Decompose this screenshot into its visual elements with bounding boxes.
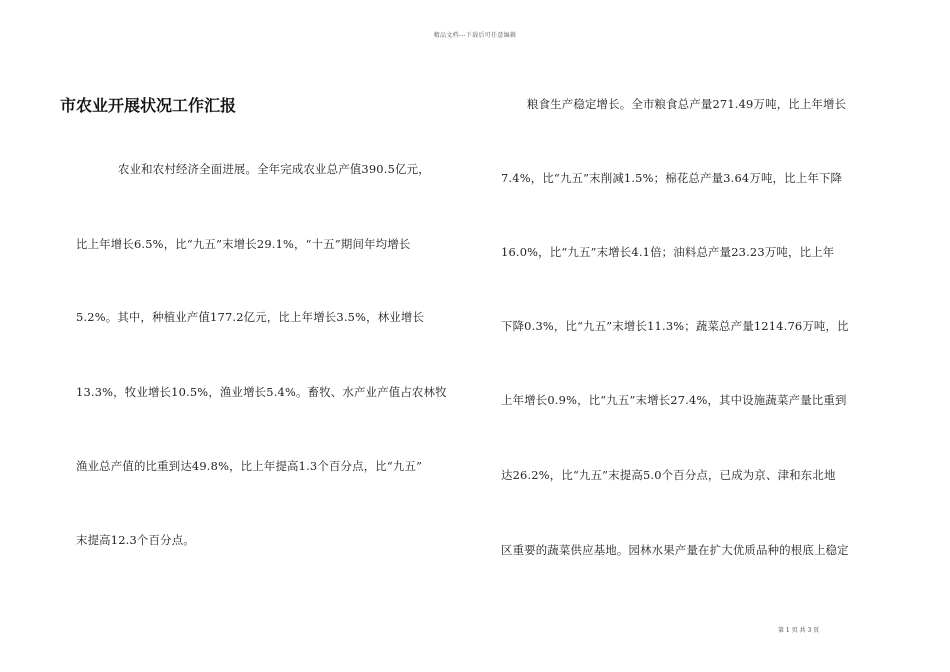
left-paragraph-line: 5.2%。其中，种植业产值177.2亿元，比上年增长3.5%，林业增长 xyxy=(76,310,425,324)
left-paragraph-line: 渔业总产值的比重到达49.8%，比上年提高1.3个百分点，比“九五” xyxy=(76,459,423,473)
right-paragraph-line: 粮食生产稳定增长。全市粮食总产量271.49万吨，比上年增长 xyxy=(527,97,847,111)
document-title: 市农业开展状况工作汇报 xyxy=(60,96,237,115)
right-paragraph-line: 上年增长0.9%，比“九五”末增长27.4%，其中设施蔬菜产量比重到 xyxy=(501,393,847,407)
right-paragraph-line: 下降0.3%，比“九五”末增长11.3%；蔬菜总产量1214.76万吨，比 xyxy=(501,319,849,333)
right-paragraph-line: 区重要的蔬菜供应基地。园林水果产量在扩大优质品种的根底上稳定 xyxy=(501,543,849,557)
right-paragraph-line: 达26.2%，比“九五”末提高5.0个百分点，已成为京、津和东北地 xyxy=(501,468,836,482)
left-paragraph-line: 13.3%，牧业增长10.5%，渔业增长5.4%。畜牧、水产业产值占农林牧 xyxy=(76,385,447,399)
right-paragraph-line: 16.0%，比“九五”末增长4.1倍；油料总产量23.23万吨，比上年 xyxy=(501,245,835,259)
page-header: 精品文档---下载后可任意编辑 xyxy=(433,32,517,39)
page-number: 第 1 页 共 3 页 xyxy=(778,627,820,634)
left-paragraph-line: 末提高12.3个百分点。 xyxy=(76,533,195,547)
left-paragraph-line: 农业和农村经济全面进展。全年完成农业总产值390.5亿元， xyxy=(118,162,430,176)
left-paragraph-line: 比上年增长6.5%，比“九五”末增长29.1%，“十五”期间年均增长 xyxy=(76,237,411,251)
right-paragraph-line: 7.4%，比“九五”末削减1.5%；棉花总产量3.64万吨，比上年下降 xyxy=(501,171,843,185)
